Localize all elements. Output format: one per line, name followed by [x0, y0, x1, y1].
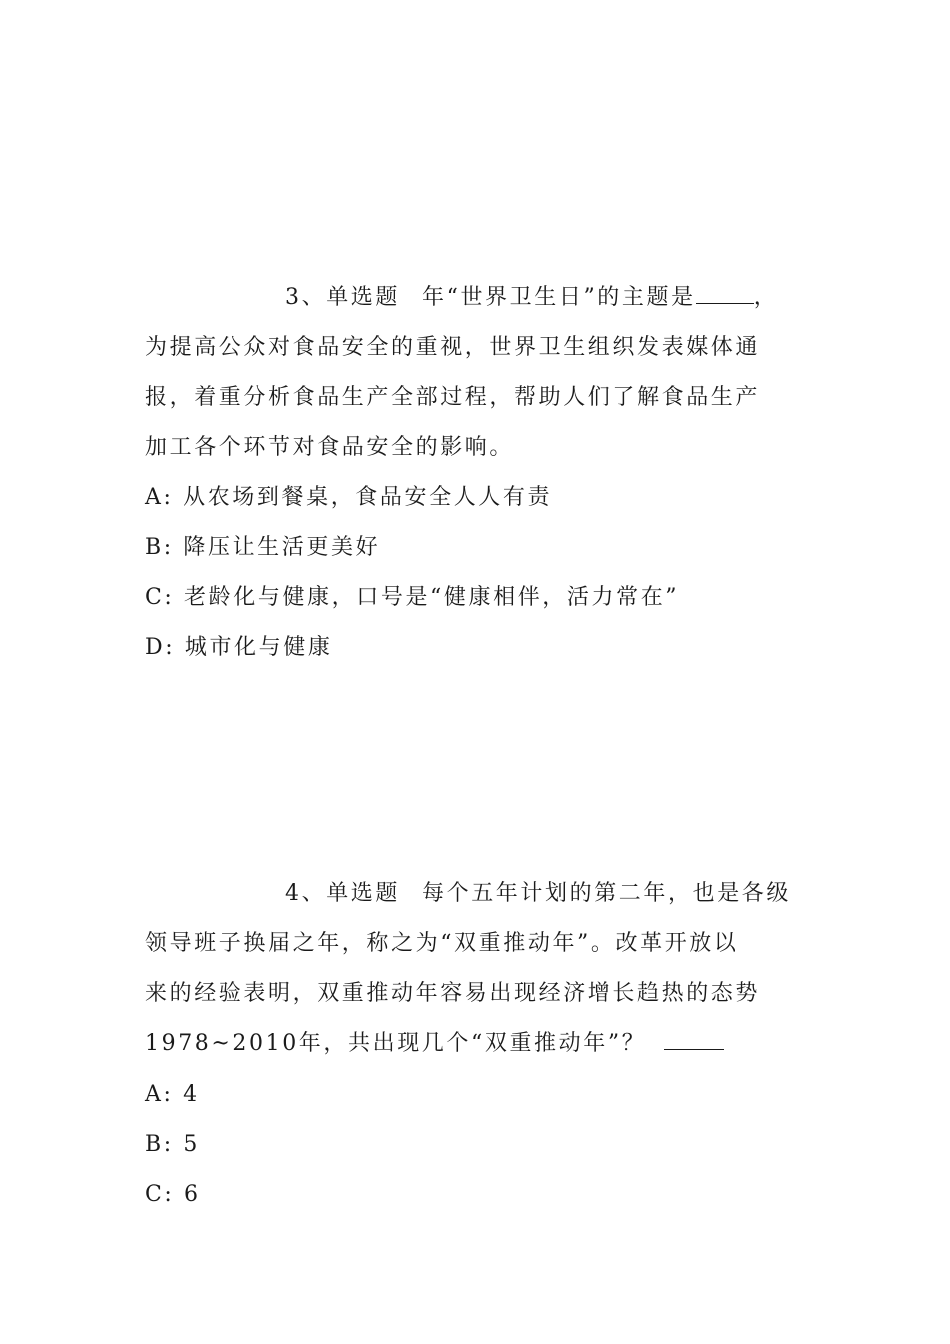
q4-option-b-text: 5 [183, 1132, 200, 1157]
q3-stem-text-1: 年“世界卫生日”的主题是 [422, 285, 696, 310]
q3-number: 3、单选题 [285, 285, 400, 310]
q3-option-a-label: A: [145, 485, 174, 510]
q3-option-a[interactable] [145, 483, 552, 513]
q4-number: 4、单选题 [285, 881, 400, 906]
q4-option-a-label: A: [145, 1082, 174, 1107]
q4-stem-line-2: 领导班子换届之年，称之为“双重推动年”。改革开放以 [145, 931, 739, 956]
q3-option-b[interactable] [145, 533, 380, 563]
q4-option-a[interactable] [145, 1080, 200, 1110]
q3-stem-line-1 [285, 283, 778, 313]
q3-option-c-label: C: [145, 585, 175, 610]
q4-option-b-label: B: [145, 1132, 174, 1157]
q3-option-c[interactable] [145, 583, 679, 613]
q3-option-d-label: D: [145, 635, 176, 660]
q4-option-c-text: 6 [184, 1182, 201, 1207]
q4-option-a-text: 4 [183, 1082, 200, 1107]
q4-stem-text-4: 1978~2010年，共出现几个“双重推动年”？ [145, 1031, 647, 1056]
q3-option-b-text: 降压让生活更美好 [183, 535, 381, 560]
q3-option-d[interactable] [145, 633, 332, 663]
q3-option-b-label: B: [145, 535, 174, 560]
q4-stem-line-4 [145, 1029, 724, 1059]
q4-option-c-label: C: [145, 1182, 175, 1207]
q3-option-a-text: 从农场到餐桌，食品安全人人有责 [183, 485, 553, 510]
q3-stem-line-2: 为提高公众对食品安全的重视，世界卫生组织发表媒体通 [145, 335, 761, 360]
q4-option-c[interactable] [145, 1180, 201, 1210]
q4-option-b[interactable] [145, 1130, 200, 1160]
q3-stem-line-3: 报，着重分析食品生产全部过程，帮助人们了解食品生产 [145, 385, 761, 410]
q4-stem-line-3: 来的经验表明，双重推动年容易出现经济增长趋热的态势 [145, 981, 761, 1006]
q4-stem-text-1: 每个五年计划的第二年，也是各级 [422, 881, 792, 906]
q3-answer-blank [696, 283, 754, 304]
q4-answer-blank [664, 1029, 724, 1050]
q3-option-c-text: 老龄化与健康，口号是“健康相伴，活力常在” [184, 585, 680, 610]
q3-stem-line-4: 加工各个环节对食品安全的影响。 [145, 435, 515, 460]
q3-option-d-text: 城市化与健康 [184, 635, 333, 660]
q3-stem-comma: ， [753, 285, 779, 310]
q4-stem-line-1 [285, 879, 791, 909]
